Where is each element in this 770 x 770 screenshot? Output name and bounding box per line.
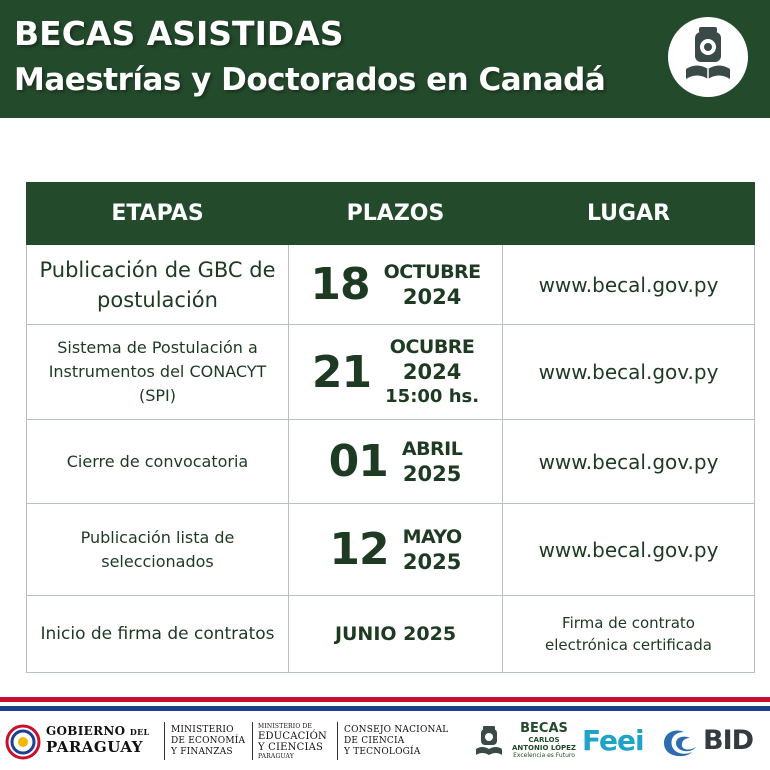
lugar-cell <box>503 420 755 504</box>
etapa-cell <box>27 325 289 420</box>
etapa-cell <box>27 504 289 596</box>
table-header-row <box>27 183 755 245</box>
plazo-text: JUNIO 2025 <box>334 623 457 645</box>
plazo-year: 2025 <box>402 549 462 574</box>
bid-mark-icon <box>660 726 702 760</box>
mec-logo: MINISTERIO DE EDUCACIÓN Y CIENCIAS PARAGUAY <box>258 723 327 760</box>
plazo-day: 18 <box>310 259 370 310</box>
plazo-month: MAYO <box>402 525 462 548</box>
lugar-link[interactable]: www.becal.gov.py <box>538 360 719 384</box>
table-row <box>27 245 755 325</box>
header-banner <box>0 0 770 118</box>
lugar-cell <box>503 245 755 325</box>
header-lugar: LUGAR <box>503 183 755 245</box>
flag-stripe-red <box>0 697 770 702</box>
lugar-cell <box>503 596 755 673</box>
lugar-link[interactable]: www.becal.gov.py <box>538 272 719 297</box>
plazo-cell <box>289 420 503 504</box>
lugar-cell <box>503 504 755 596</box>
schedule-table <box>26 182 755 673</box>
plazo-year: 2024 <box>402 284 462 309</box>
table-row <box>27 420 755 504</box>
lugar-link[interactable]: www.becal.gov.py <box>538 449 719 474</box>
footer-divider <box>164 722 165 760</box>
header-etapas: ETAPAS <box>27 183 289 245</box>
header-plazos: PLAZOS <box>289 183 503 245</box>
plazo-month: ABRIL <box>401 437 463 460</box>
lugar-cell <box>503 325 755 420</box>
plazo-month: OCTUBRE <box>383 260 481 283</box>
lugar-line1: Firma de contrato <box>562 614 695 632</box>
plazo-day: 12 <box>329 524 389 575</box>
plazo-cell <box>289 325 503 420</box>
plazo-cell <box>289 245 503 325</box>
etapa-cell <box>27 245 289 325</box>
footer-divider <box>337 722 338 760</box>
mef-logo: MINISTERIO DE ECONOMÍA Y FINANZAS <box>171 725 246 757</box>
table-row <box>27 504 755 596</box>
plazo-day: 01 <box>328 436 388 487</box>
becal-logo <box>668 17 748 97</box>
footer-divider <box>252 722 253 760</box>
plazo-time: 15:00 hs. <box>385 386 480 407</box>
etapa-cell <box>27 596 289 673</box>
etapa-text: Sistema de Postulación a Instrumentos del CONACYT (SPI) <box>48 338 267 405</box>
lamp-book-icon <box>668 17 748 97</box>
page-title: BECAS ASISTIDAS <box>14 14 344 53</box>
bid-logo: BID <box>703 725 754 756</box>
etapa-cell <box>27 420 289 504</box>
conacyt-logo: CONSEJO NACIONAL DE CIENCIA Y TECNOLOGÍA <box>344 725 449 757</box>
flag-stripe-blue <box>0 706 770 711</box>
etapa-text: Inicio de firma de contratos <box>40 624 275 644</box>
plazo-year: 2025 <box>402 461 462 486</box>
page-subtitle: Maestrías y Doctorados en Canadá <box>14 62 606 98</box>
footer-logos <box>0 712 770 770</box>
becas-carlos-antonio-lopez-logo: BECAS CARLOS ANTONIO LÓPEZ Excelencia es Futuro <box>512 721 577 759</box>
etapa-text: Publicación lista de seleccionados <box>80 527 235 571</box>
gobierno-paraguay-logo: GOBIERNO DEL PARAGUAY <box>46 724 150 756</box>
plazo-day: 21 <box>311 346 372 398</box>
becal-lamp-icon <box>471 723 507 759</box>
plazo-cell <box>289 596 503 673</box>
table-row <box>27 596 755 673</box>
plazo-cell <box>289 504 503 596</box>
plazo-year: 2024 <box>402 360 462 384</box>
table-row <box>27 325 755 420</box>
plazo-month: OCUBRE <box>389 336 475 358</box>
lugar-link[interactable]: www.becal.gov.py <box>538 537 719 562</box>
etapa-text: Publicación de GBC de postulación <box>39 257 276 312</box>
feei-logo: Feei <box>582 724 644 757</box>
etapa-text: Cierre de convocatoria <box>66 451 249 471</box>
lugar-line2: electrónica certificada <box>545 636 712 654</box>
paraguay-seal-icon <box>5 724 41 760</box>
